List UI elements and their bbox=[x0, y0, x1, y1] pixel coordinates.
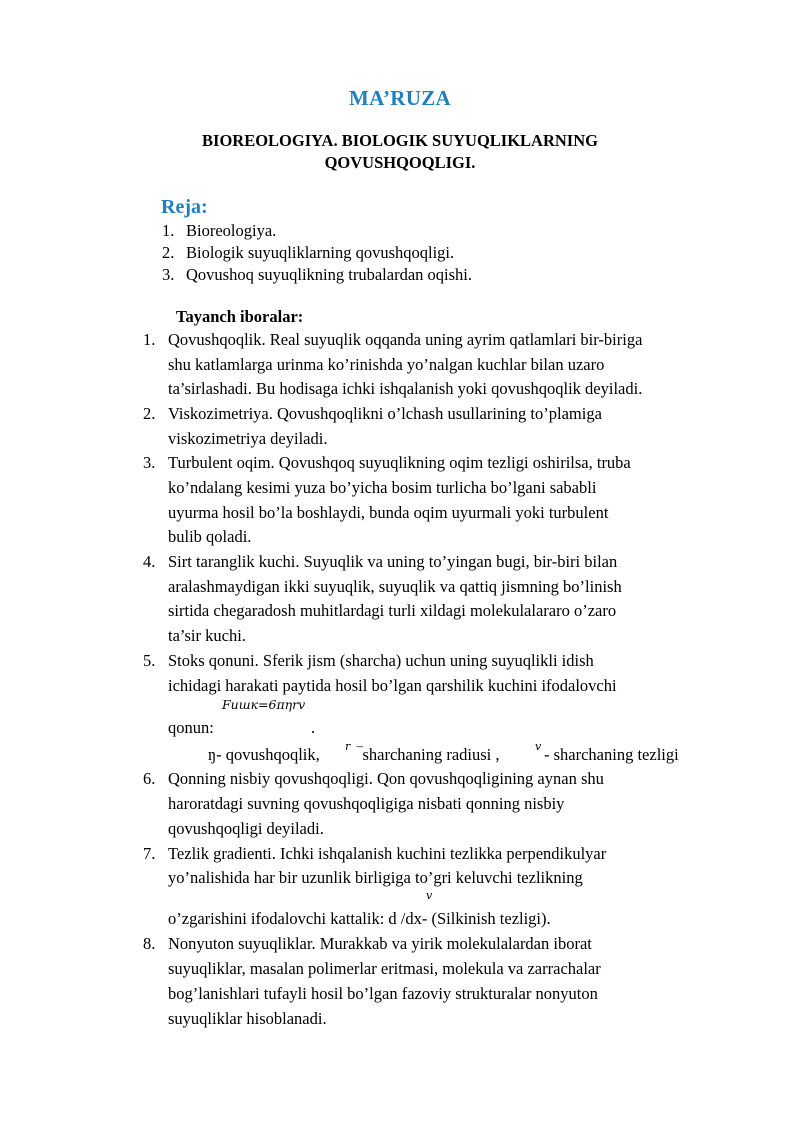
velocity-symbol: v bbox=[426, 889, 433, 902]
plan-item-number: 3. bbox=[162, 265, 175, 284]
term-line: ko’ndalang kesimi yuza bo’yicha bosim turlicha bo’lgani sababli bbox=[168, 478, 597, 497]
term-line: Viskozimetriya. Qovushqoqlikni o’lchash usullarining to’plamiga bbox=[168, 404, 602, 423]
term-number: 6. bbox=[143, 769, 156, 788]
eta-legend: ŋ- qovushqoqlik, bbox=[208, 745, 320, 764]
term-number: 7. bbox=[143, 844, 156, 863]
term-line: ta’sirlashadi. Bu hodisaga ichki ishqalanish yoki qovushqoqlik deyiladi. bbox=[168, 379, 643, 398]
term-line: viskozimetriya deyiladi. bbox=[168, 429, 328, 448]
term-line: Sirt taranglik kuchi. Suyuqlik va uning to’yingan bugi, bir-biri bilan bbox=[168, 552, 618, 571]
subtitle-line-2: QOVUSHQOQLIGI. bbox=[324, 153, 476, 172]
term-line: bulib qoladi. bbox=[168, 527, 252, 546]
plan-item-text: Qovushoq suyuqlikning trubalardan oqishi. bbox=[186, 265, 472, 284]
term-line: shu katlamlarga urinma ko’rinishda yo’nalgan kuchlar bilan uzaro bbox=[168, 355, 605, 374]
velocity-symbol: v bbox=[535, 740, 542, 753]
term-line: o’zgarishini ifodalovchi kattalik: d /dx- (Silkinish tezligi). bbox=[168, 909, 551, 928]
plan-item bbox=[162, 221, 276, 241]
term-line: sirtida chegaradosh muhitlardagi turli xildagi molekulalararo o’zaro bbox=[168, 601, 617, 620]
term-line: Turbulent oqim. Qovushqoq suyuqlikning oqim tezligi oshirilsa, truba bbox=[168, 453, 631, 472]
plan-item-number: 1. bbox=[162, 221, 175, 240]
key-terms-heading: Tayanch iboralar: bbox=[176, 307, 304, 326]
plan-item bbox=[162, 265, 472, 285]
plan-heading: Reja: bbox=[161, 196, 208, 218]
term-line: aralashmaydigan ikki suyuqlik, suyuqlik va qattiq jismning bo’linish bbox=[168, 577, 622, 596]
term-number: 8. bbox=[143, 934, 156, 953]
radius-legend: ‾sharchaning radiusi , bbox=[357, 745, 500, 764]
term-line: Stoks qonuni. Sferik jism (sharcha) uchun uning suyuqlikli idish bbox=[168, 651, 594, 670]
term-line: yo’nalishida har bir uzunlik birligiga to’gri keluvchi tezlikning bbox=[168, 868, 583, 887]
plan-item bbox=[162, 243, 454, 263]
law-period: . bbox=[311, 718, 316, 737]
term-line: suyuqliklar hisoblanadi. bbox=[168, 1009, 327, 1028]
term-number: 5. bbox=[143, 651, 156, 670]
subtitle-line-1: BIOREOLOGIYA. BIOLOGIK SUYUQLIKLARNING bbox=[202, 131, 598, 150]
term-number: 3. bbox=[143, 453, 156, 472]
plan-item-text: Bioreologiya. bbox=[186, 221, 277, 240]
term-line: ichidagi harakati paytida hosil bo’lgan qarshilik kuchini ifodalovchi bbox=[168, 676, 617, 695]
stokes-formula: Fишк=6πηrv bbox=[222, 697, 306, 712]
term-line: Tezlik gradienti. Ichki ishqalanish kuchini tezlikka perpendikulyar bbox=[168, 844, 607, 863]
term-line: Nonyuton suyuqliklar. Murakkab va yirik molekulalardan iborat bbox=[168, 934, 592, 953]
plan-item-text: Biologik suyuqliklarning qovushqoqligi. bbox=[186, 243, 455, 262]
term-line: qovushqoqligi deyiladi. bbox=[168, 819, 324, 838]
term-number: 1. bbox=[143, 330, 156, 349]
term-number: 2. bbox=[143, 404, 156, 423]
term-line: Qovushqoqlik. Real suyuqlik oqqanda uning ayrim qatlamlari bir-biriga bbox=[168, 330, 643, 349]
plan-item-number: 2. bbox=[162, 243, 175, 262]
term-number: 4. bbox=[143, 552, 156, 571]
velocity-legend: - sharchaning tezligi bbox=[544, 745, 679, 764]
term-line: suyuqliklar, masalan polimerlar eritmasi, molekula va zarrachalar bbox=[168, 959, 601, 978]
law-label: qonun: bbox=[168, 718, 214, 737]
term-line: Qonning nisbiy qovushqoqligi. Qon qovushqoqligining aynan shu bbox=[168, 769, 604, 788]
term-line: bog’lanishlari tufayli hosil bo’lgan fazoviy strukturalar nonyuton bbox=[168, 984, 598, 1003]
term-line: uyurma hosil bo’la boshlaydi, bunda oqim uyurmali yoki turbulent bbox=[168, 503, 609, 522]
term-line: haroratdagi suvning qovushqoqligiga nisbati qonning nisbiy bbox=[168, 794, 565, 813]
lecture-title: MA’RUZA bbox=[348, 86, 452, 110]
radius-symbol: r bbox=[345, 740, 351, 753]
term-line: ta’sir kuchi. bbox=[168, 626, 246, 645]
